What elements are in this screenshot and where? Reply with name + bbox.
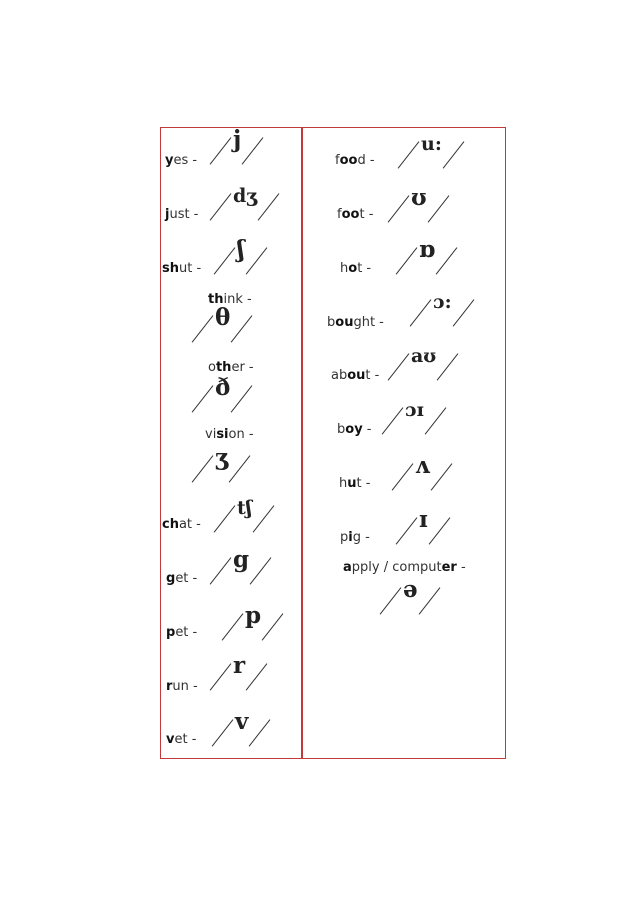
word-shut bbox=[162, 261, 201, 276]
word-letters: ab bbox=[331, 368, 348, 383]
slash-close bbox=[253, 502, 275, 534]
ipa-symbol: θ bbox=[215, 304, 231, 331]
word-letters: pply / comput bbox=[351, 560, 442, 575]
dash: - bbox=[364, 207, 374, 222]
slash-close bbox=[246, 660, 268, 692]
word-letters: et bbox=[175, 571, 189, 586]
slash-open bbox=[212, 716, 234, 748]
highlighted-letters: th bbox=[208, 292, 224, 307]
highlighted-letters: sh bbox=[162, 261, 179, 276]
dash: - bbox=[189, 207, 199, 222]
slash-close bbox=[431, 460, 453, 492]
dash: - bbox=[192, 517, 201, 532]
phoneme-shut bbox=[214, 236, 268, 276]
slash-close bbox=[258, 190, 280, 222]
dash: - bbox=[375, 315, 384, 330]
ipa-symbol: ð bbox=[215, 374, 231, 401]
ipa-symbol: ɒ bbox=[419, 236, 436, 263]
word-boy bbox=[337, 422, 372, 437]
phoneme-hut bbox=[392, 452, 453, 492]
word-letters: o bbox=[208, 360, 216, 375]
word-food bbox=[335, 153, 375, 168]
highlighted-letters: si bbox=[216, 427, 229, 442]
word-letters: et bbox=[175, 625, 189, 640]
highlighted-letters: r bbox=[166, 679, 173, 694]
ipa-symbol: ɪ bbox=[419, 506, 428, 533]
word-letters: d bbox=[357, 153, 366, 168]
highlighted-letters: i bbox=[348, 530, 353, 545]
word-letters: es bbox=[173, 153, 189, 168]
slash-close bbox=[231, 382, 253, 414]
highlighted-letters: a bbox=[343, 560, 352, 575]
slash-close bbox=[242, 134, 264, 166]
ipa-symbol: g bbox=[233, 546, 250, 573]
slash-open bbox=[398, 138, 420, 170]
slash-open bbox=[214, 244, 236, 276]
highlighted-letters: oy bbox=[345, 422, 363, 437]
column-divider bbox=[301, 127, 303, 759]
word-pet bbox=[166, 625, 197, 640]
slash-open bbox=[210, 554, 232, 586]
highlighted-letters: y bbox=[165, 153, 174, 168]
dash: - bbox=[242, 292, 252, 307]
word-schwa bbox=[343, 560, 466, 575]
phoneme-hot bbox=[396, 236, 458, 276]
word-letters: un bbox=[172, 679, 189, 694]
word-letters: t bbox=[357, 261, 363, 276]
phoneme-pet bbox=[222, 602, 284, 642]
slash-close bbox=[437, 350, 459, 382]
highlighted-letters: g bbox=[166, 571, 176, 586]
ipa-symbol: v bbox=[235, 708, 249, 735]
dash: - bbox=[370, 368, 380, 383]
slash-close bbox=[249, 716, 271, 748]
slash-open bbox=[192, 382, 214, 414]
dash: - bbox=[188, 679, 198, 694]
phoneme-chat bbox=[214, 498, 275, 534]
word-yes bbox=[165, 153, 197, 168]
phoneme-bought bbox=[410, 292, 475, 328]
slash-close bbox=[425, 404, 447, 436]
slash-close bbox=[453, 296, 475, 328]
word-letters: t bbox=[356, 476, 362, 491]
word-letters: h bbox=[340, 261, 349, 276]
highlighted-letters: oo bbox=[339, 153, 358, 168]
ipa-symbol: ə bbox=[403, 576, 418, 603]
phoneme-think bbox=[192, 304, 253, 344]
phoneme-pig bbox=[396, 506, 451, 546]
dash: - bbox=[187, 732, 197, 747]
slash-open bbox=[222, 610, 244, 642]
word-just bbox=[165, 207, 198, 222]
word-letters: g bbox=[352, 530, 361, 545]
highlighted-letters: v bbox=[166, 732, 175, 747]
dash: - bbox=[456, 560, 466, 575]
ipa-symbol: ʊ bbox=[411, 184, 427, 211]
phoneme-vision bbox=[192, 444, 251, 484]
phoneme-just bbox=[210, 186, 280, 222]
phoneme-other bbox=[192, 374, 253, 414]
word-bought bbox=[327, 315, 384, 330]
word-hut bbox=[339, 476, 370, 491]
ipa-symbol: r bbox=[233, 652, 246, 679]
slash-open bbox=[410, 296, 432, 328]
word-letters: t bbox=[359, 207, 365, 222]
word-letters: on bbox=[228, 427, 245, 442]
slash-open bbox=[382, 404, 404, 436]
word-about bbox=[331, 368, 379, 383]
phoneme-get bbox=[210, 546, 272, 586]
highlighted-letters: ou bbox=[335, 315, 354, 330]
dash: - bbox=[365, 153, 375, 168]
word-letters: er bbox=[231, 360, 245, 375]
slash-open bbox=[388, 350, 410, 382]
highlighted-letters: ou bbox=[347, 368, 366, 383]
dash: - bbox=[192, 261, 202, 276]
word-letters: h bbox=[339, 476, 348, 491]
word-letters: t bbox=[365, 368, 371, 383]
dash: - bbox=[361, 530, 370, 545]
dash: - bbox=[361, 476, 371, 491]
dash: - bbox=[362, 422, 372, 437]
highlighted-letters: p bbox=[166, 625, 176, 640]
slash-open bbox=[396, 244, 418, 276]
ipa-symbol: tʃ bbox=[237, 497, 253, 519]
word-hot bbox=[340, 261, 371, 276]
highlighted-letters: er bbox=[441, 560, 457, 575]
word-letters: b bbox=[327, 315, 336, 330]
slash-open bbox=[396, 514, 418, 546]
word-pig bbox=[340, 530, 370, 545]
dash: - bbox=[244, 360, 254, 375]
slash-close bbox=[443, 138, 465, 170]
slash-open bbox=[192, 312, 214, 344]
slash-open bbox=[210, 660, 232, 692]
word-letters: at bbox=[178, 517, 193, 532]
word-run bbox=[166, 679, 198, 694]
word-get bbox=[166, 571, 197, 586]
dash: - bbox=[188, 153, 198, 168]
word-letters: f bbox=[335, 153, 340, 168]
slash-open bbox=[392, 460, 414, 492]
word-vet bbox=[166, 732, 196, 747]
word-letters: ink bbox=[223, 292, 243, 307]
phoneme-run bbox=[210, 652, 268, 692]
highlighted-letters: th bbox=[215, 360, 232, 375]
slash-close bbox=[229, 452, 251, 484]
phoneme-vet bbox=[212, 708, 271, 748]
slash-open bbox=[380, 584, 402, 616]
phoneme-foot bbox=[388, 184, 450, 224]
word-letters: vi bbox=[205, 427, 217, 442]
dash: - bbox=[244, 427, 254, 442]
phoneme-yes bbox=[210, 126, 264, 166]
ipa-symbol: ʌ bbox=[415, 452, 430, 479]
word-letters: b bbox=[337, 422, 346, 437]
slash-close bbox=[436, 244, 458, 276]
slash-open bbox=[210, 134, 232, 166]
phoneme-boy bbox=[382, 400, 447, 436]
word-letters: et bbox=[174, 732, 188, 747]
slash-open bbox=[388, 192, 410, 224]
slash-open bbox=[214, 502, 236, 534]
word-foot bbox=[337, 207, 373, 222]
ipa-symbol: p bbox=[245, 602, 262, 629]
ipa-symbol: aʊ bbox=[411, 345, 437, 367]
dash: - bbox=[362, 261, 372, 276]
slash-close bbox=[428, 192, 450, 224]
ipa-symbol: ɔɪ bbox=[405, 399, 424, 421]
ipa-symbol: ʃ bbox=[237, 236, 245, 263]
ipa-symbol: dʒ bbox=[233, 185, 258, 207]
slash-close bbox=[246, 244, 268, 276]
slash-close bbox=[250, 554, 272, 586]
word-letters: f bbox=[337, 207, 342, 222]
dash: - bbox=[188, 571, 198, 586]
word-letters: p bbox=[340, 530, 349, 545]
slash-open bbox=[210, 190, 232, 222]
phoneme-schwa bbox=[380, 576, 441, 616]
word-chat bbox=[162, 517, 201, 532]
slash-open bbox=[192, 452, 214, 484]
word-letters: ut bbox=[179, 261, 193, 276]
highlighted-letters: o bbox=[348, 261, 358, 276]
slash-close bbox=[419, 584, 441, 616]
word-vision bbox=[205, 427, 254, 442]
highlighted-letters: ch bbox=[162, 517, 179, 532]
dash: - bbox=[188, 625, 198, 640]
word-letters: ght bbox=[353, 315, 376, 330]
ipa-symbol: j bbox=[233, 126, 242, 153]
phoneme-about bbox=[388, 346, 459, 382]
phoneme-food bbox=[398, 134, 465, 170]
highlighted-letters: j bbox=[165, 207, 170, 222]
ipa-symbol: ʒ bbox=[215, 444, 229, 471]
highlighted-letters: oo bbox=[341, 207, 360, 222]
slash-close bbox=[429, 514, 451, 546]
highlighted-letters: u bbox=[347, 476, 357, 491]
word-letters: ust bbox=[169, 207, 190, 222]
ipa-symbol: u: bbox=[421, 133, 442, 155]
slash-close bbox=[262, 610, 284, 642]
slash-close bbox=[231, 312, 253, 344]
ipa-symbol: ɔ: bbox=[433, 291, 452, 313]
